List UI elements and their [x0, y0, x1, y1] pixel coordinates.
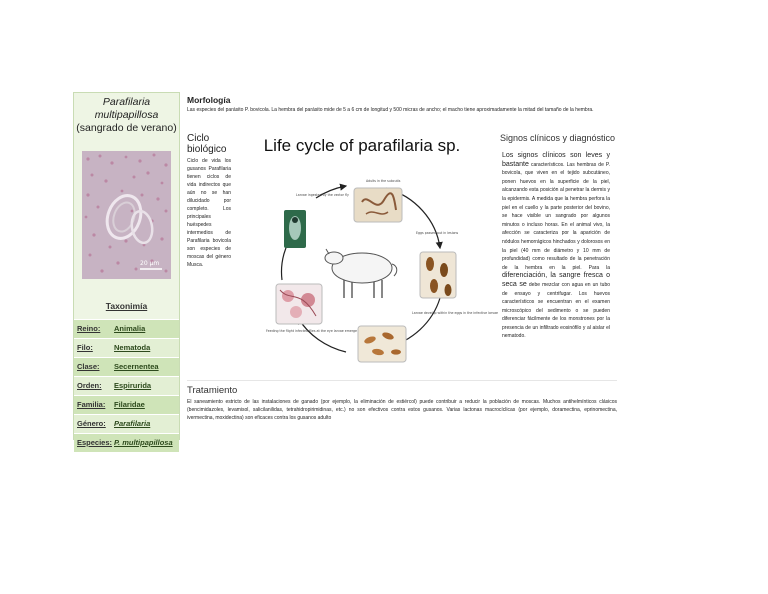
label-eggs: Eggs passed out in lesions — [416, 231, 459, 235]
taxonomy-row — [74, 414, 179, 433]
signos-lead-2: diferenciación, la sangre fresca o seca se — [502, 272, 610, 288]
label-feeding: Feeding the flight infected flies at the eye larvae emerge — [266, 329, 358, 333]
host-animal-image — [325, 249, 397, 298]
vector-fly-image — [284, 210, 306, 248]
species-title-genus: Parafilaria — [102, 96, 151, 108]
taxonomy-value[interactable]: Parafilaria — [114, 419, 151, 428]
taxonomy-key: Clase: — [77, 362, 100, 371]
taxonomy-row — [74, 357, 179, 376]
taxonomy-row — [74, 319, 179, 338]
taxonomy-key: Familia: — [77, 400, 106, 409]
species-title-epithet: multipapillosa — [94, 109, 159, 121]
taxonomy-value[interactable]: Nematoda — [114, 343, 151, 352]
taxonomy-title: Taxonimía — [105, 301, 148, 311]
section-divider — [187, 380, 617, 381]
species-common-name: (sangrado de verano) — [76, 122, 177, 134]
species-title — [74, 96, 179, 135]
taxonomy-value[interactable]: P. multipapillosa — [114, 438, 173, 447]
scale-bar-label: 20 µm — [140, 260, 160, 267]
taxonomy-value[interactable]: Filaridae — [114, 400, 145, 409]
fly-larvae-image — [276, 284, 322, 324]
figure-title: Life cycle of parafilaria sp. — [263, 136, 461, 155]
taxonomy-row — [74, 376, 179, 395]
taxonomy-table — [74, 319, 179, 452]
taxonomy-value[interactable]: Espirurida — [114, 381, 152, 390]
taxonomy-value[interactable]: Animalia — [114, 324, 146, 333]
taxonomy-row — [74, 433, 179, 452]
morfologia-text: Las especies del parásito P. bovicola. La hembra del parásito mide de 5 a 6 cm de longitud y 500 micras de ancho; el macho tiene aproximadamente la mitad del tamaño de la hembra. — [187, 107, 594, 113]
adult-worms-image — [354, 188, 402, 222]
morfologia-heading: Morfología — [187, 95, 231, 105]
signos-text — [502, 152, 610, 341]
taxonomy-row — [74, 338, 179, 357]
taxonomy-key: Reino: — [77, 324, 101, 333]
larvae-image — [358, 326, 406, 362]
taxonomy-key: Orden: — [77, 381, 102, 390]
tratamiento-heading: Tratamiento — [187, 385, 238, 396]
signos-lead: Los signos clínicos son leves y bastante — [502, 152, 610, 168]
ciclo-heading: Ciclo biológico — [187, 133, 227, 155]
species-sidebar — [73, 92, 180, 447]
label-larvae: Larvae develop within the eggs in the infective larvae — [412, 311, 499, 315]
taxonomy-row — [74, 395, 179, 414]
taxonomy-key: Género: — [77, 419, 106, 428]
taxonomy-key: Especies: — [77, 438, 113, 447]
taxonomy-key: Filo: — [77, 343, 93, 352]
signos-heading: Signos clínicos y diagnóstico — [500, 133, 616, 143]
tratamiento-text: El saneamiento estricto de las instalaciones de ganado (por ejemplo, la eliminación de estiércol) puede contribuir a reducir la población de moscas. Muchos antihelmínticos clásicos (bencimidazoles, levamisol, salicilanilidas, tetrahidropirimidinas, etc.) no son efectivos contra estos gusanos. Varias lactonas macrocíclicas (por ejemplo, doramectina, eprinomectina, ivermectina, moxidectina) son eficaces contra los gusanos adulto — [187, 399, 617, 421]
label-adults: Adults in the subcutis — [366, 179, 401, 183]
eggs-image — [420, 252, 456, 298]
signos-body-2: debe mezclar con agua en un tubo de ensayo y centrifugar. Los huevos característicos se encuentran en el examen microscópico del sedimento o se pueden diferenciar fácilmente de los monstrones por la presencia de un infiltrado eosinófilo y al aislar el nematodo. — [502, 281, 611, 340]
life-cycle-figure — [236, 130, 499, 370]
taxonomy-value[interactable]: Secernentea — [114, 362, 159, 371]
microscope-image — [82, 151, 171, 279]
signos-body: característicos. Las hembras de P. bovicola, que viven en el tejido subcutáneo, ponen huevos en la superficie de la piel, alcanzando esta posición al penetrar la dermis y la epidermis. A medida que la hembra perfora la piel en el cuello y la parte posterior del bovino, se hace visible un sangrado por algunos minutos o incluso horas. En el animal vivo, la afección se caracteriza por la aparición de nódulos hemorrágicos hinchados y dolorosos en la piel (40 mm de diámetro y 10 mm de profundidad) como resultado de la penetración de la hembra en la piel. Para la — [502, 161, 610, 271]
ciclo-text: Ciclo de vida los gusanos Parafilaria tienen ciclos de vida indirectos que aún no se han dilucidado por completo. Los principales huéspedes intermedios de Parafilaria bovicola son especies de moscas del género Musca. — [187, 158, 231, 268]
label-ingested: Larvae ingested by the vector fly — [296, 193, 349, 197]
life-cycle-diagram — [236, 130, 499, 370]
